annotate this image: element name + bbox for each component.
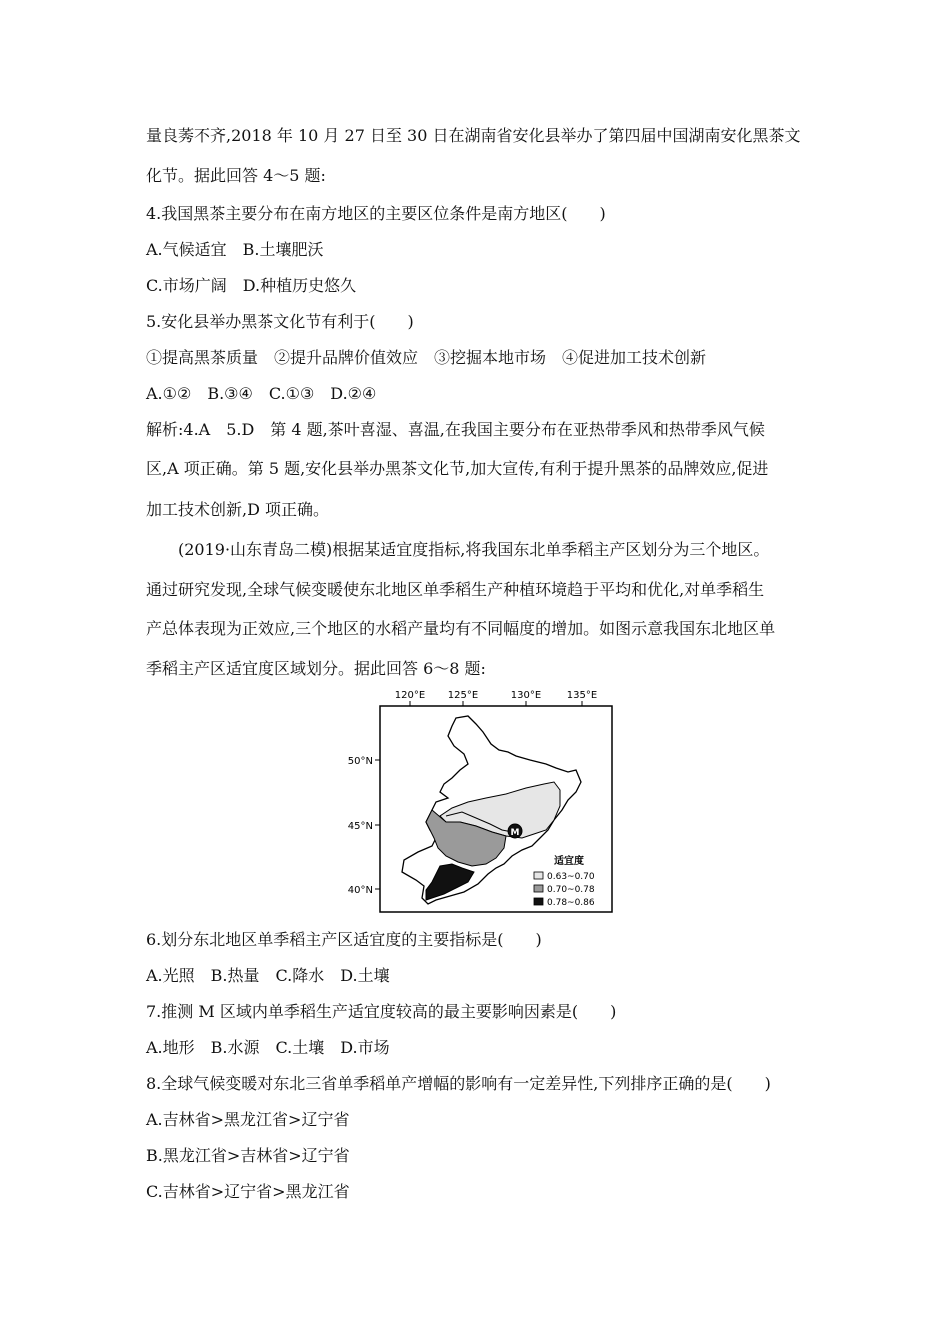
question-5: 5.安化县举办黑茶文化节有利于( ) <box>146 312 414 331</box>
legend-title: 适宜度 <box>554 856 584 867</box>
answer-analysis: 加工技术创新,D 项正确。 <box>146 500 330 519</box>
paragraph-line: 化节。据此回答 4～5 题: <box>146 166 326 185</box>
legend-label: 0.63~0.70 <box>547 872 595 882</box>
northeast-rice-suitability-map <box>336 688 618 918</box>
lon-label: 135°E <box>566 690 598 701</box>
material-paragraph: 季稻主产区适宜度区域划分。据此回答 6～8 题: <box>146 659 486 678</box>
question-6-options: A.光照 B.热量 C.降水 D.土壤 <box>146 966 390 985</box>
material-paragraph: 通过研究发现,全球气候变暖使东北地区单季稻生产种植环境趋于平均和优化,对单季稻生 <box>146 580 765 599</box>
question-5-statements: ①提高黑茶质量 ②提升品牌价值效应 ③挖掘本地市场 ④促进加工技术创新 <box>146 348 707 367</box>
answer-analysis: 解析:4.A 5.D 第 4 题,茶叶喜湿、喜温,在我国主要分布在亚热带季风和热带季风气候 <box>146 420 765 439</box>
question-4-options-ab: A.气候适宜 B.土壤肥沃 <box>146 240 324 259</box>
legend-swatch <box>534 885 543 892</box>
lon-label: 130°E <box>510 690 542 701</box>
question-8-option-b: B.黑龙江省>吉林省>辽宁省 <box>146 1146 350 1165</box>
material-paragraph: 产总体表现为正效应,三个地区的水稻产量均有不同幅度的增加。如图示意我国东北地区单 <box>146 619 776 638</box>
lon-label: 125°E <box>447 690 479 701</box>
question-4-options-cd: C.市场广阔 D.种植历史悠久 <box>146 276 357 295</box>
question-8-option-c: C.吉林省>辽宁省>黑龙江省 <box>146 1182 350 1201</box>
question-8: 8.全球气候变暖对东北三省单季稻单产增幅的影响有一定差异性,下列排序正确的是( ) <box>146 1074 771 1093</box>
m-marker-label: M <box>510 828 520 838</box>
question-7-options: A.地形 B.水源 C.土壤 D.市场 <box>146 1038 390 1057</box>
legend-label: 0.78~0.86 <box>547 898 595 908</box>
question-8-option-a: A.吉林省>黑龙江省>辽宁省 <box>146 1110 350 1129</box>
question-4: 4.我国黑茶主要分布在南方地区的主要区位条件是南方地区( ) <box>146 204 606 223</box>
material-paragraph: (2019·山东青岛二模)根据某适宜度指标,将我国东北单季稻主产区划分为三个地区。 <box>178 540 770 559</box>
map-svg <box>336 688 618 918</box>
lat-label: 45°N <box>347 821 373 832</box>
legend-label: 0.70~0.78 <box>547 885 595 895</box>
paragraph-line: 量良莠不齐,2018 年 10 月 27 日至 30 日在湖南省安化县举办了第四届中国湖南安化黑茶文 <box>146 126 801 145</box>
answer-analysis: 区,A 项正确。第 5 题,安化县举办黑茶文化节,加大宣传,有利于提升黑茶的品牌效应,促进 <box>146 459 769 478</box>
lat-label: 40°N <box>347 885 373 896</box>
lat-label: 50°N <box>347 756 373 767</box>
question-7: 7.推测 M 区域内单季稻生产适宜度较高的最主要影响因素是( ) <box>146 1002 617 1021</box>
lon-label: 120°E <box>394 690 426 701</box>
legend-swatch <box>534 898 543 905</box>
question-5-options: A.①② B.③④ C.①③ D.②④ <box>146 384 377 403</box>
legend-swatch <box>534 872 543 879</box>
question-6: 6.划分东北地区单季稻主产区适宜度的主要指标是( ) <box>146 930 542 949</box>
